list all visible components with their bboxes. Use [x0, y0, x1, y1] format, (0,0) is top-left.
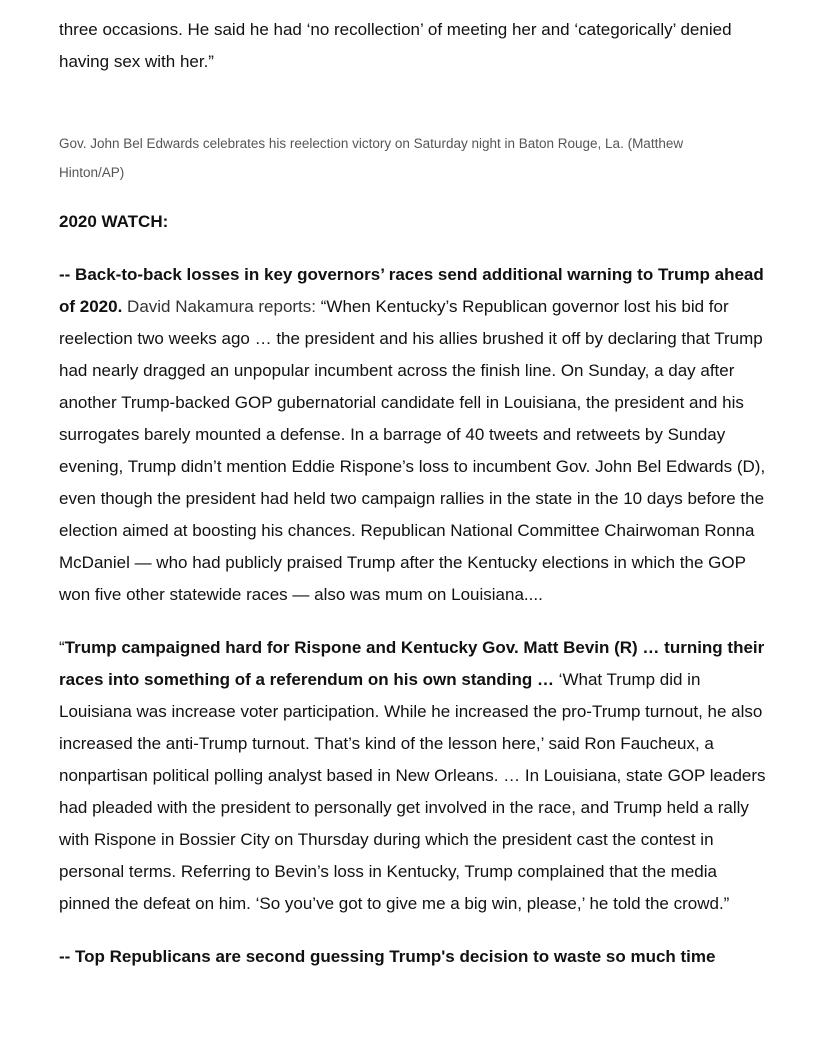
story-paragraph-3	[59, 941, 769, 973]
quote-open: “	[59, 638, 65, 657]
story-body: “When Kentucky’s Republican governor lost his bid for reelection two weeks ago … the president and his allies brushed it off by declaring that Trump had nearly dragged an unpopular incumbent across the finish line. On Sunday, a day after another Trump-backed GOP gubernatorial candidate fell in Louisiana, the president and his surrogates barely mounted a defense. In a barrage of 40 tweets and retweets by Sunday evening, Trump didn’t mention Eddie Rispone’s loss to incumbent Gov. John Bel Edwards (D), even though the president had held two campaign rallies in the state in the 10 days before the election aimed at boosting his chances. Republican National Committee Chairwoman Ronna McDaniel — who had publicly praised Trump after the Kentucky elections in which the GOP won five other statewide races — also was mum on Louisiana....	[59, 297, 766, 604]
section-title: 2020 WATCH:	[59, 212, 169, 231]
story-bold-lead: Trump campaigned hard for Rispone and Kentucky Gov. Matt Bevin (R) … turning their races into something of a referendum on his own standing …	[59, 638, 765, 689]
story-paragraph-2	[59, 632, 769, 920]
story-headline: -- Top Republicans are second guessing Trump's decision to waste so much time	[59, 947, 716, 966]
article-page	[59, 14, 769, 973]
intro-paragraph: three occasions. He said he had ‘no recollection’ of meeting her and ‘categorically’ denied having sex with her.”	[59, 20, 732, 71]
story-paragraph-1	[59, 259, 769, 611]
byline: David Nakamura reports:	[127, 297, 317, 316]
story-body: ‘What Trump did in Louisiana was increase voter participation. While he increased the pro-Trump turnout, he also increased the anti-Trump turnout. That’s kind of the lesson here,’ said Ron Faucheux, a nonpartisan political polling analyst based in New Orleans. … In Louisiana, state GOP leaders had pleaded with the president to personally get involved in the race, and Trump held a rally with Rispone in Bossier City on Thursday during which the president cast the contest in personal terms. Referring to Bevin’s loss in Kentucky, Trump complained that the media pinned the defeat on him. ‘So you’ve got to give me a big win, please,’ he told the crowd.”	[59, 670, 766, 913]
story-headline: -- Back-to-back losses in key governors’ races send additional warning to Trump ahead of 2020.	[59, 265, 764, 316]
photo-caption: Gov. John Bel Edwards celebrates his reelection victory on Saturday night in Baton Rouge, La. (Matthew Hinton/AP)	[59, 136, 684, 180]
